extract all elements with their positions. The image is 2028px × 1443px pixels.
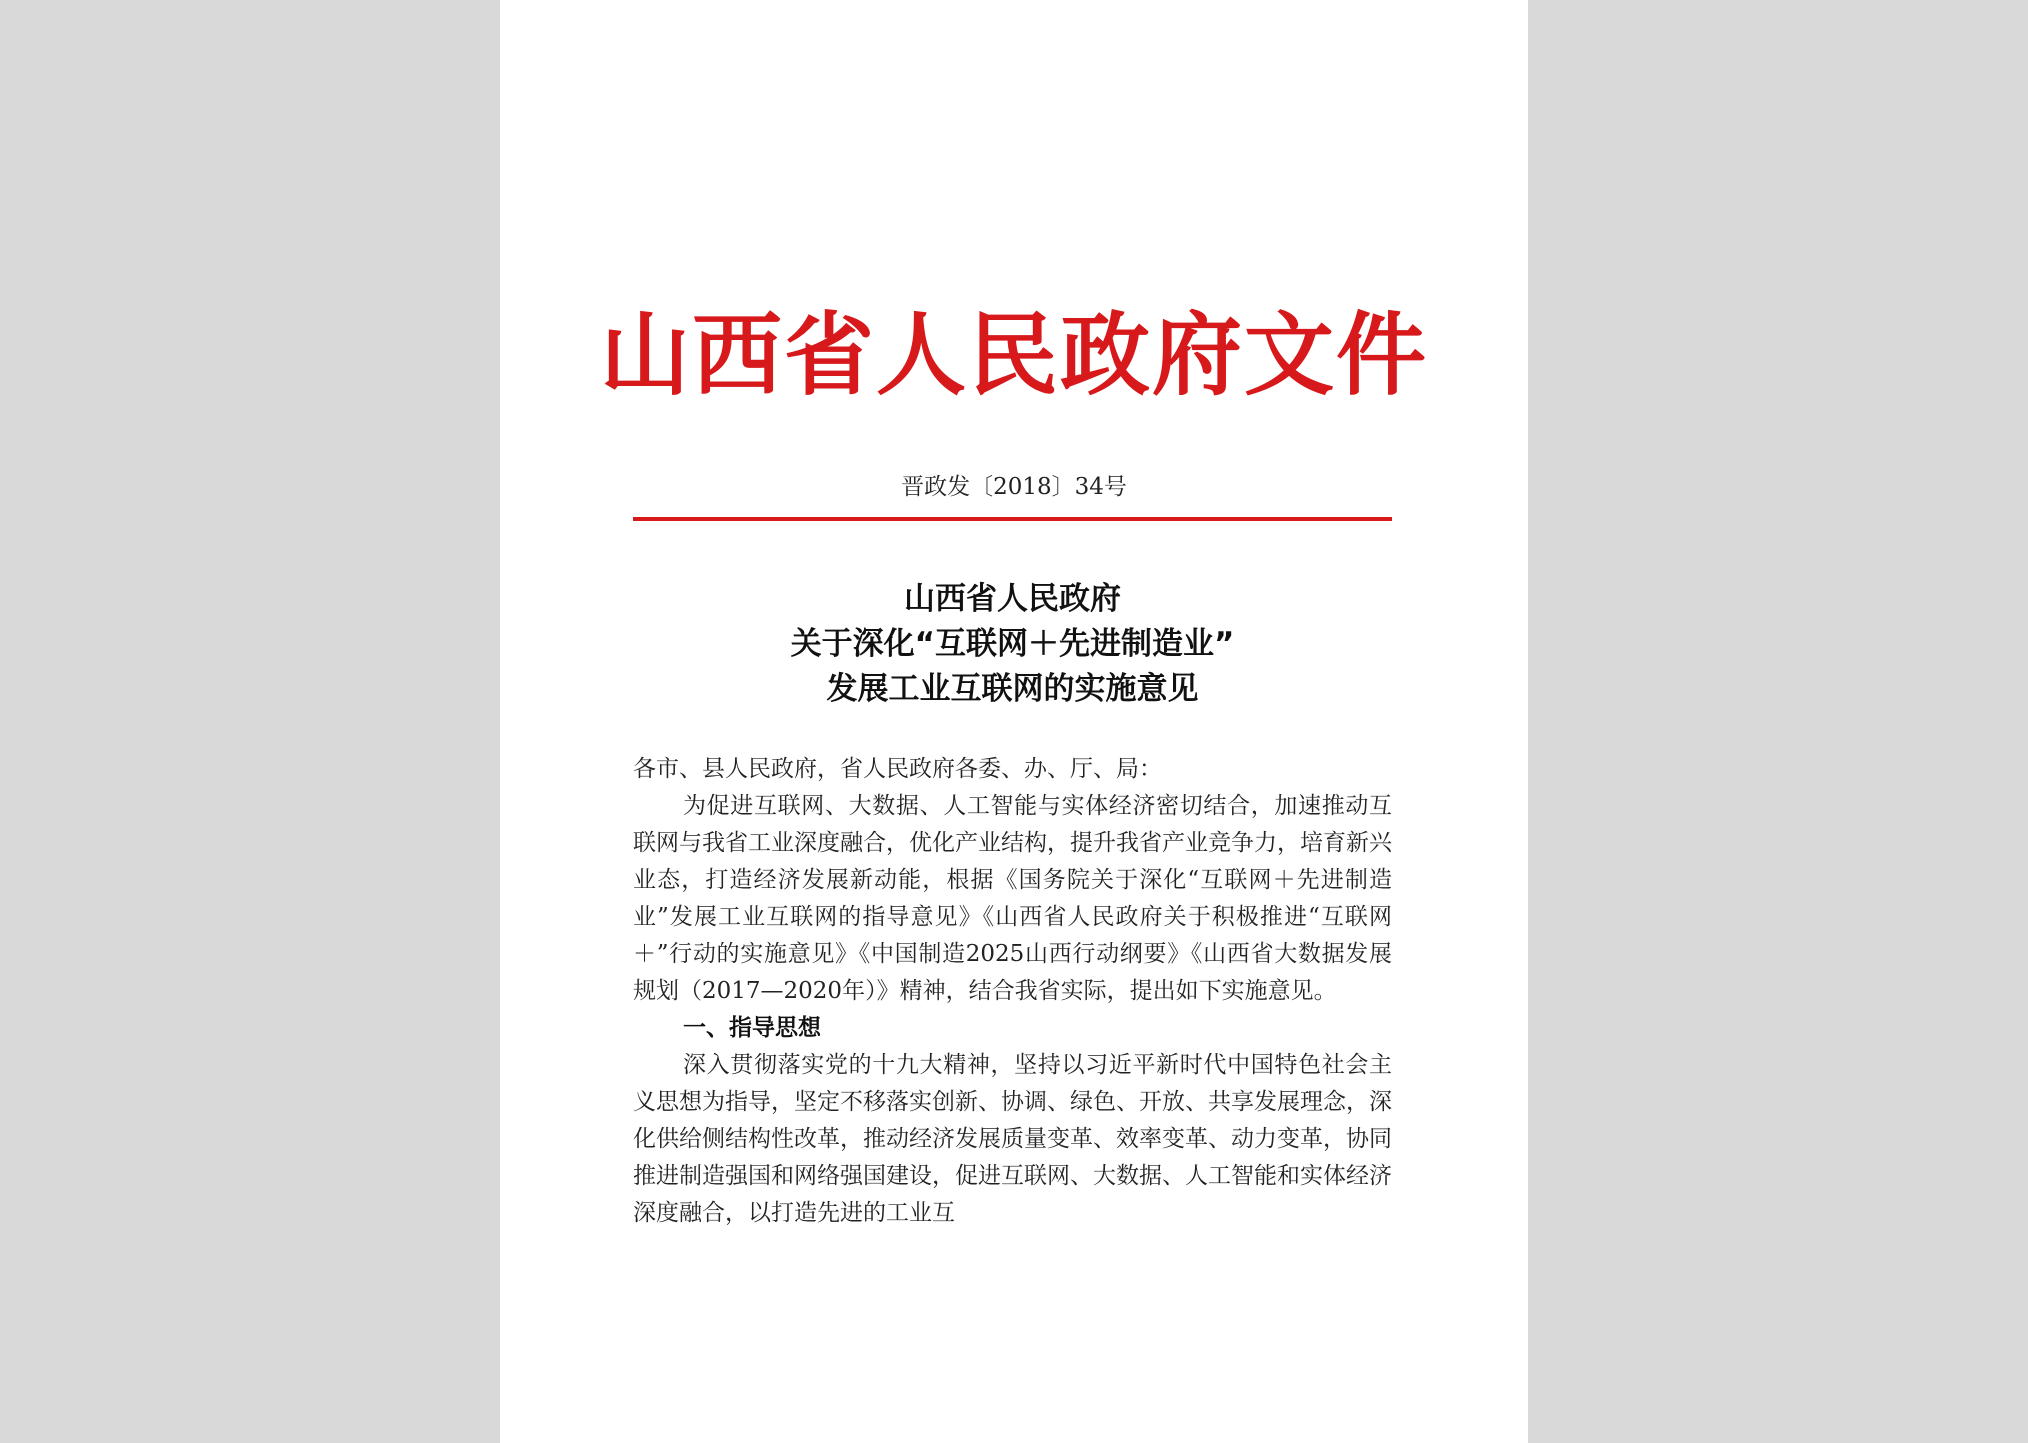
document-page: [500, 0, 1528, 1443]
intro-paragraph: 为促进互联网、大数据、人工智能与实体经济密切结合，加速推动互联网与我省工业深度融合，优化产业结构，提升我省产业竞争力，培育新兴业态，打造经济发展新动能，根据《国务院关于深化“互联网＋先进制造业”发展工业互联网的指导意见》《山西省人民政府关于积极推进“互联网＋”行动的实施意见》《中国制造2025山西行动纲要》《山西省大数据发展规划（2017—2020年）》精神，结合我省实际，提出如下实施意见。: [633, 793, 1392, 1004]
salutation: 各市、县人民政府，省人民政府各委、办、厅、局：: [633, 756, 1162, 782]
title-line: 发展工业互联网的实施意见: [826, 671, 1199, 707]
section-paragraph: 深入贯彻落实党的十九大精神，坚持以习近平新时代中国特色社会主义思想为指导，坚定不移落实创新、协调、绿色、开放、共享发展理念，深化供给侧结构性改革，推动经济发展质量变革、效率变革、动力变革，协同推进制造强国和网络强国建设，促进互联网、大数据、人工智能和实体经济深度融合，以打造先进的工业互: [633, 1052, 1392, 1226]
red-divider: [633, 517, 1392, 521]
title-line: 关于深化“互联网＋先进制造业”: [790, 626, 1235, 662]
issuer-header: 山西省人民政府文件: [600, 302, 1428, 408]
document-title: [633, 577, 1392, 712]
title-line: 山西省人民政府: [904, 581, 1121, 617]
document-body: [633, 751, 1392, 1232]
section-heading: 一、指导思想: [683, 1015, 821, 1041]
document-number: 晋政发〔2018〕34号: [901, 474, 1127, 500]
